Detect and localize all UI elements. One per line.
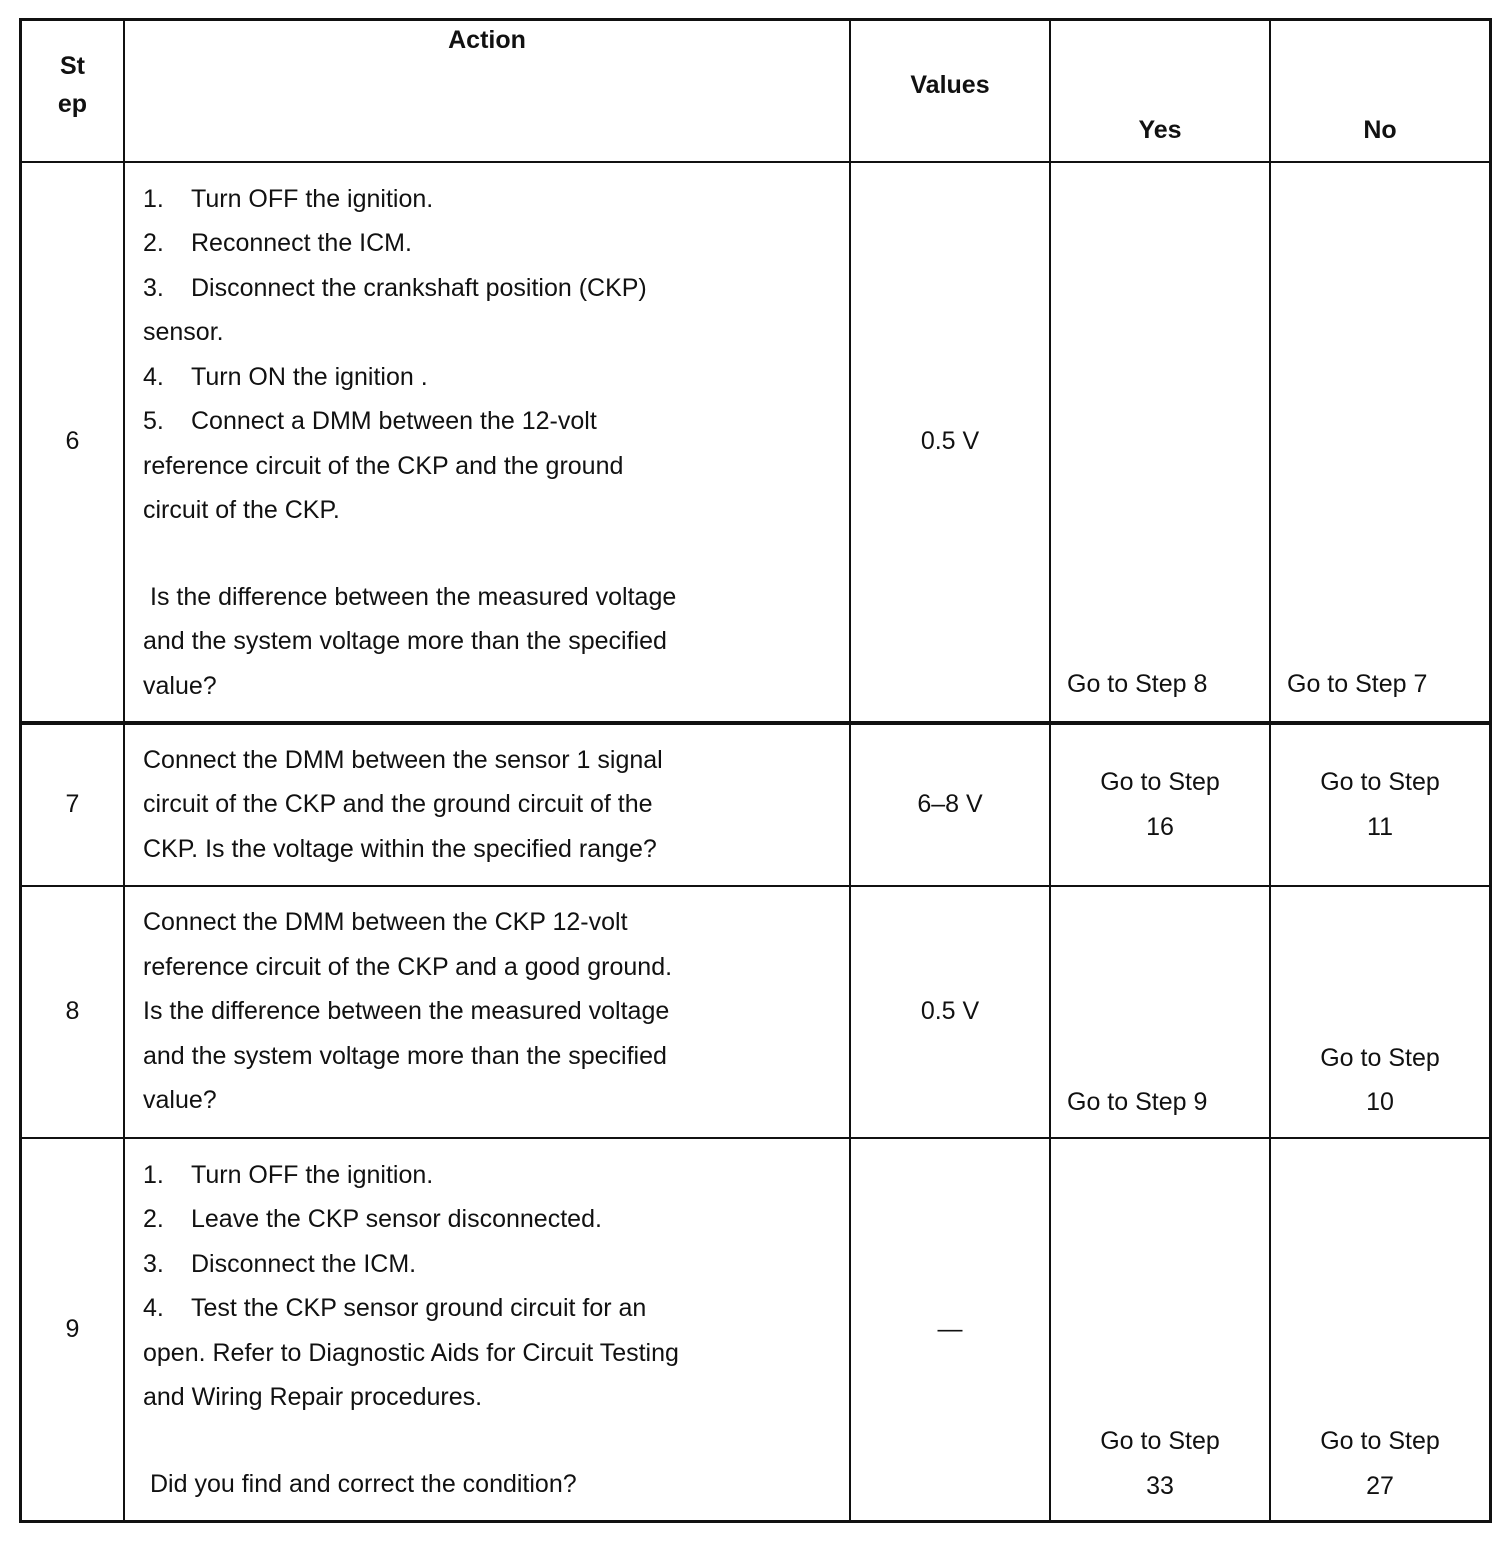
list-item	[143, 266, 837, 311]
no-step: 11	[1367, 812, 1393, 841]
yes-link: Go to Step 8	[1067, 670, 1208, 698]
diagnostic-table	[19, 18, 1492, 1523]
yes-step: 16	[1146, 812, 1174, 841]
no-link: Go to Step	[1320, 768, 1440, 796]
yes-link: Go to Step 9	[1067, 1088, 1208, 1116]
list-item	[143, 399, 837, 444]
no-cell	[1270, 162, 1491, 723]
step-number: 7	[21, 723, 125, 886]
action-cell	[124, 162, 850, 723]
value-cell: 0.5 V	[850, 162, 1050, 723]
yes-link: Go to Step	[1100, 1427, 1220, 1455]
action-cell	[124, 723, 850, 886]
yes-cell	[1050, 162, 1270, 723]
action-text: circuit of the CKP and the ground circuit of the	[143, 790, 653, 819]
yes-step: 33	[1146, 1471, 1174, 1500]
item-text: Disconnect the crankshaft position (CKP)	[191, 273, 647, 302]
yes-cell	[1050, 886, 1270, 1138]
no-link: Go to Step	[1320, 1043, 1440, 1072]
item-text: Disconnect the ICM.	[191, 1249, 417, 1278]
no-cell	[1270, 1138, 1491, 1522]
item-number: 4.	[143, 1294, 164, 1322]
header-step-line1: St	[60, 51, 85, 80]
no-cell	[1270, 886, 1491, 1138]
action-text: Connect the DMM between the sensor 1 signal	[143, 745, 663, 774]
table-row	[21, 886, 1491, 1138]
item-number: 2.	[143, 1205, 164, 1233]
item-text: Connect a DMM between the 12-volt	[191, 407, 597, 435]
item-number: 2.	[143, 229, 164, 257]
item-number: 5.	[143, 407, 164, 435]
item-continuation: sensor.	[143, 318, 224, 346]
list-item	[143, 1286, 837, 1331]
yes-cell	[1050, 723, 1270, 886]
no-cell	[1270, 723, 1491, 886]
header-step	[21, 20, 125, 162]
spacer	[143, 533, 837, 575]
value-cell: 6–8 V	[850, 723, 1050, 886]
header-step-line2: ep	[57, 89, 88, 118]
header-values: Values	[850, 20, 1050, 162]
item-number: 3.	[143, 273, 164, 302]
header-no: No	[1270, 20, 1491, 162]
value-cell: 0.5 V	[850, 886, 1050, 1138]
header-yes: Yes	[1050, 20, 1270, 162]
item-number: 1.	[143, 1160, 164, 1189]
no-link: Go to Step	[1320, 1427, 1440, 1455]
item-text: Reconnect the ICM.	[191, 229, 412, 257]
list-item	[143, 1153, 837, 1198]
header-row	[21, 20, 1491, 162]
action-text: and the system voltage more than the specified	[143, 1041, 667, 1070]
table-row	[21, 723, 1491, 886]
action-text: CKP. Is the voltage within the specified range?	[143, 834, 657, 863]
item-continuation: and Wiring Repair procedures.	[143, 1383, 483, 1411]
item-continuation: reference circuit of the CKP and the ground	[143, 451, 624, 480]
action-cell	[124, 1138, 850, 1522]
table-row	[21, 162, 1491, 723]
spacer	[143, 1420, 837, 1462]
item-number: 1.	[143, 184, 164, 213]
list-item	[143, 221, 837, 266]
yes-link: Go to Step	[1100, 768, 1220, 796]
item-text: Leave the CKP sensor disconnected.	[191, 1205, 602, 1233]
question-text: and the system voltage more than the specified	[143, 627, 667, 655]
list-item	[143, 177, 837, 222]
action-text: Is the difference between the measured voltage	[143, 997, 670, 1026]
no-link: Go to Step 7	[1287, 670, 1428, 698]
question-text: Is the difference between the measured voltage	[150, 582, 677, 611]
no-step: 27	[1366, 1471, 1394, 1500]
step-number: 8	[21, 886, 125, 1138]
no-step: 10	[1366, 1088, 1394, 1116]
question-text: Did you find and correct the condition?	[150, 1469, 577, 1498]
value-cell: —	[850, 1138, 1050, 1522]
table-row	[21, 1138, 1491, 1522]
item-continuation: circuit of the CKP.	[143, 496, 340, 524]
header-action: Action	[124, 20, 850, 162]
item-text: Turn OFF the ignition.	[191, 184, 434, 213]
action-cell	[124, 886, 850, 1138]
item-number: 4.	[143, 362, 164, 391]
list-item	[143, 1197, 837, 1242]
action-text: Connect the DMM between the CKP 12-volt	[143, 908, 628, 937]
step-number: 6	[21, 162, 125, 723]
step-number: 9	[21, 1138, 125, 1522]
item-text: Turn OFF the ignition.	[191, 1160, 434, 1189]
list-item	[143, 355, 837, 400]
yes-cell	[1050, 1138, 1270, 1522]
item-text: Turn ON the ignition .	[191, 362, 428, 391]
item-continuation: open. Refer to Diagnostic Aids for Circuit Testing	[143, 1338, 679, 1367]
item-number: 3.	[143, 1249, 164, 1278]
question-text: value?	[143, 671, 217, 700]
action-text: value?	[143, 1086, 217, 1115]
action-text: reference circuit of the CKP and a good ground.	[143, 952, 673, 981]
list-item	[143, 1242, 837, 1287]
item-text: Test the CKP sensor ground circuit for an	[191, 1294, 647, 1322]
